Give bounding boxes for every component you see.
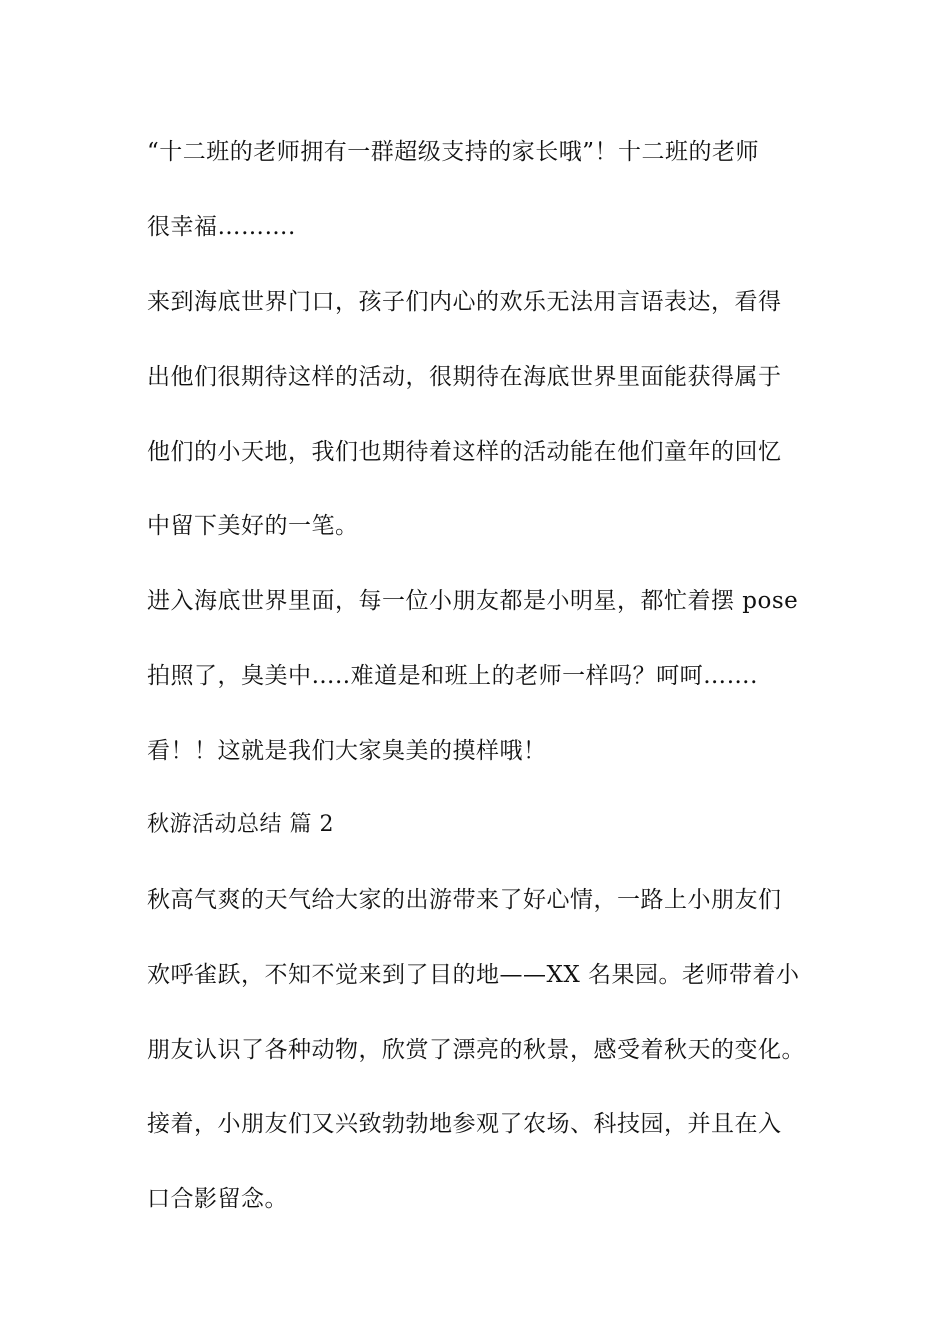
paragraph-line: 很幸福………. — [147, 214, 296, 240]
paragraph-line: 口合影留念。 — [147, 1186, 288, 1212]
paragraph-line: 他们的小天地，我们也期待着这样的活动能在他们童年的回忆 — [147, 439, 782, 465]
paragraph-line: 中留下美好的一笔。 — [147, 513, 359, 539]
paragraph-line: 出他们很期待这样的活动，很期待在海底世界里面能获得属于 — [147, 364, 782, 390]
paragraph-line: 拍照了，臭美中…..难道是和班上的老师一样吗？呵呵……. — [147, 663, 758, 689]
paragraph-line: 进入海底世界里面，每一位小朋友都是小明星，都忙着摆 pose — [147, 588, 799, 614]
paragraph-line: “十二班的老师拥有一群超级支持的家长哦”！十二班的老师 — [147, 139, 760, 165]
paragraph-line: 接着，小朋友们又兴致勃勃地参观了农场、科技园，并且在入 — [147, 1111, 782, 1137]
paragraph-line: 朋友认识了各种动物，欣赏了漂亮的秋景，感受着秋天的变化。 — [147, 1037, 805, 1063]
paragraph-line: 看！！这就是我们大家臭美的摸样哦！ — [147, 738, 547, 764]
paragraph-line: 欢呼雀跃，不知不觉来到了目的地——XX 名果园。老师带着小 — [147, 962, 800, 988]
section-heading: 秋游活动总结 篇 2 — [147, 812, 334, 837]
paragraph-line: 秋高气爽的天气给大家的出游带来了好心情，一路上小朋友们 — [147, 887, 782, 913]
paragraph-line: 来到海底世界门口，孩子们内心的欢乐无法用言语表达，看得 — [147, 289, 782, 315]
